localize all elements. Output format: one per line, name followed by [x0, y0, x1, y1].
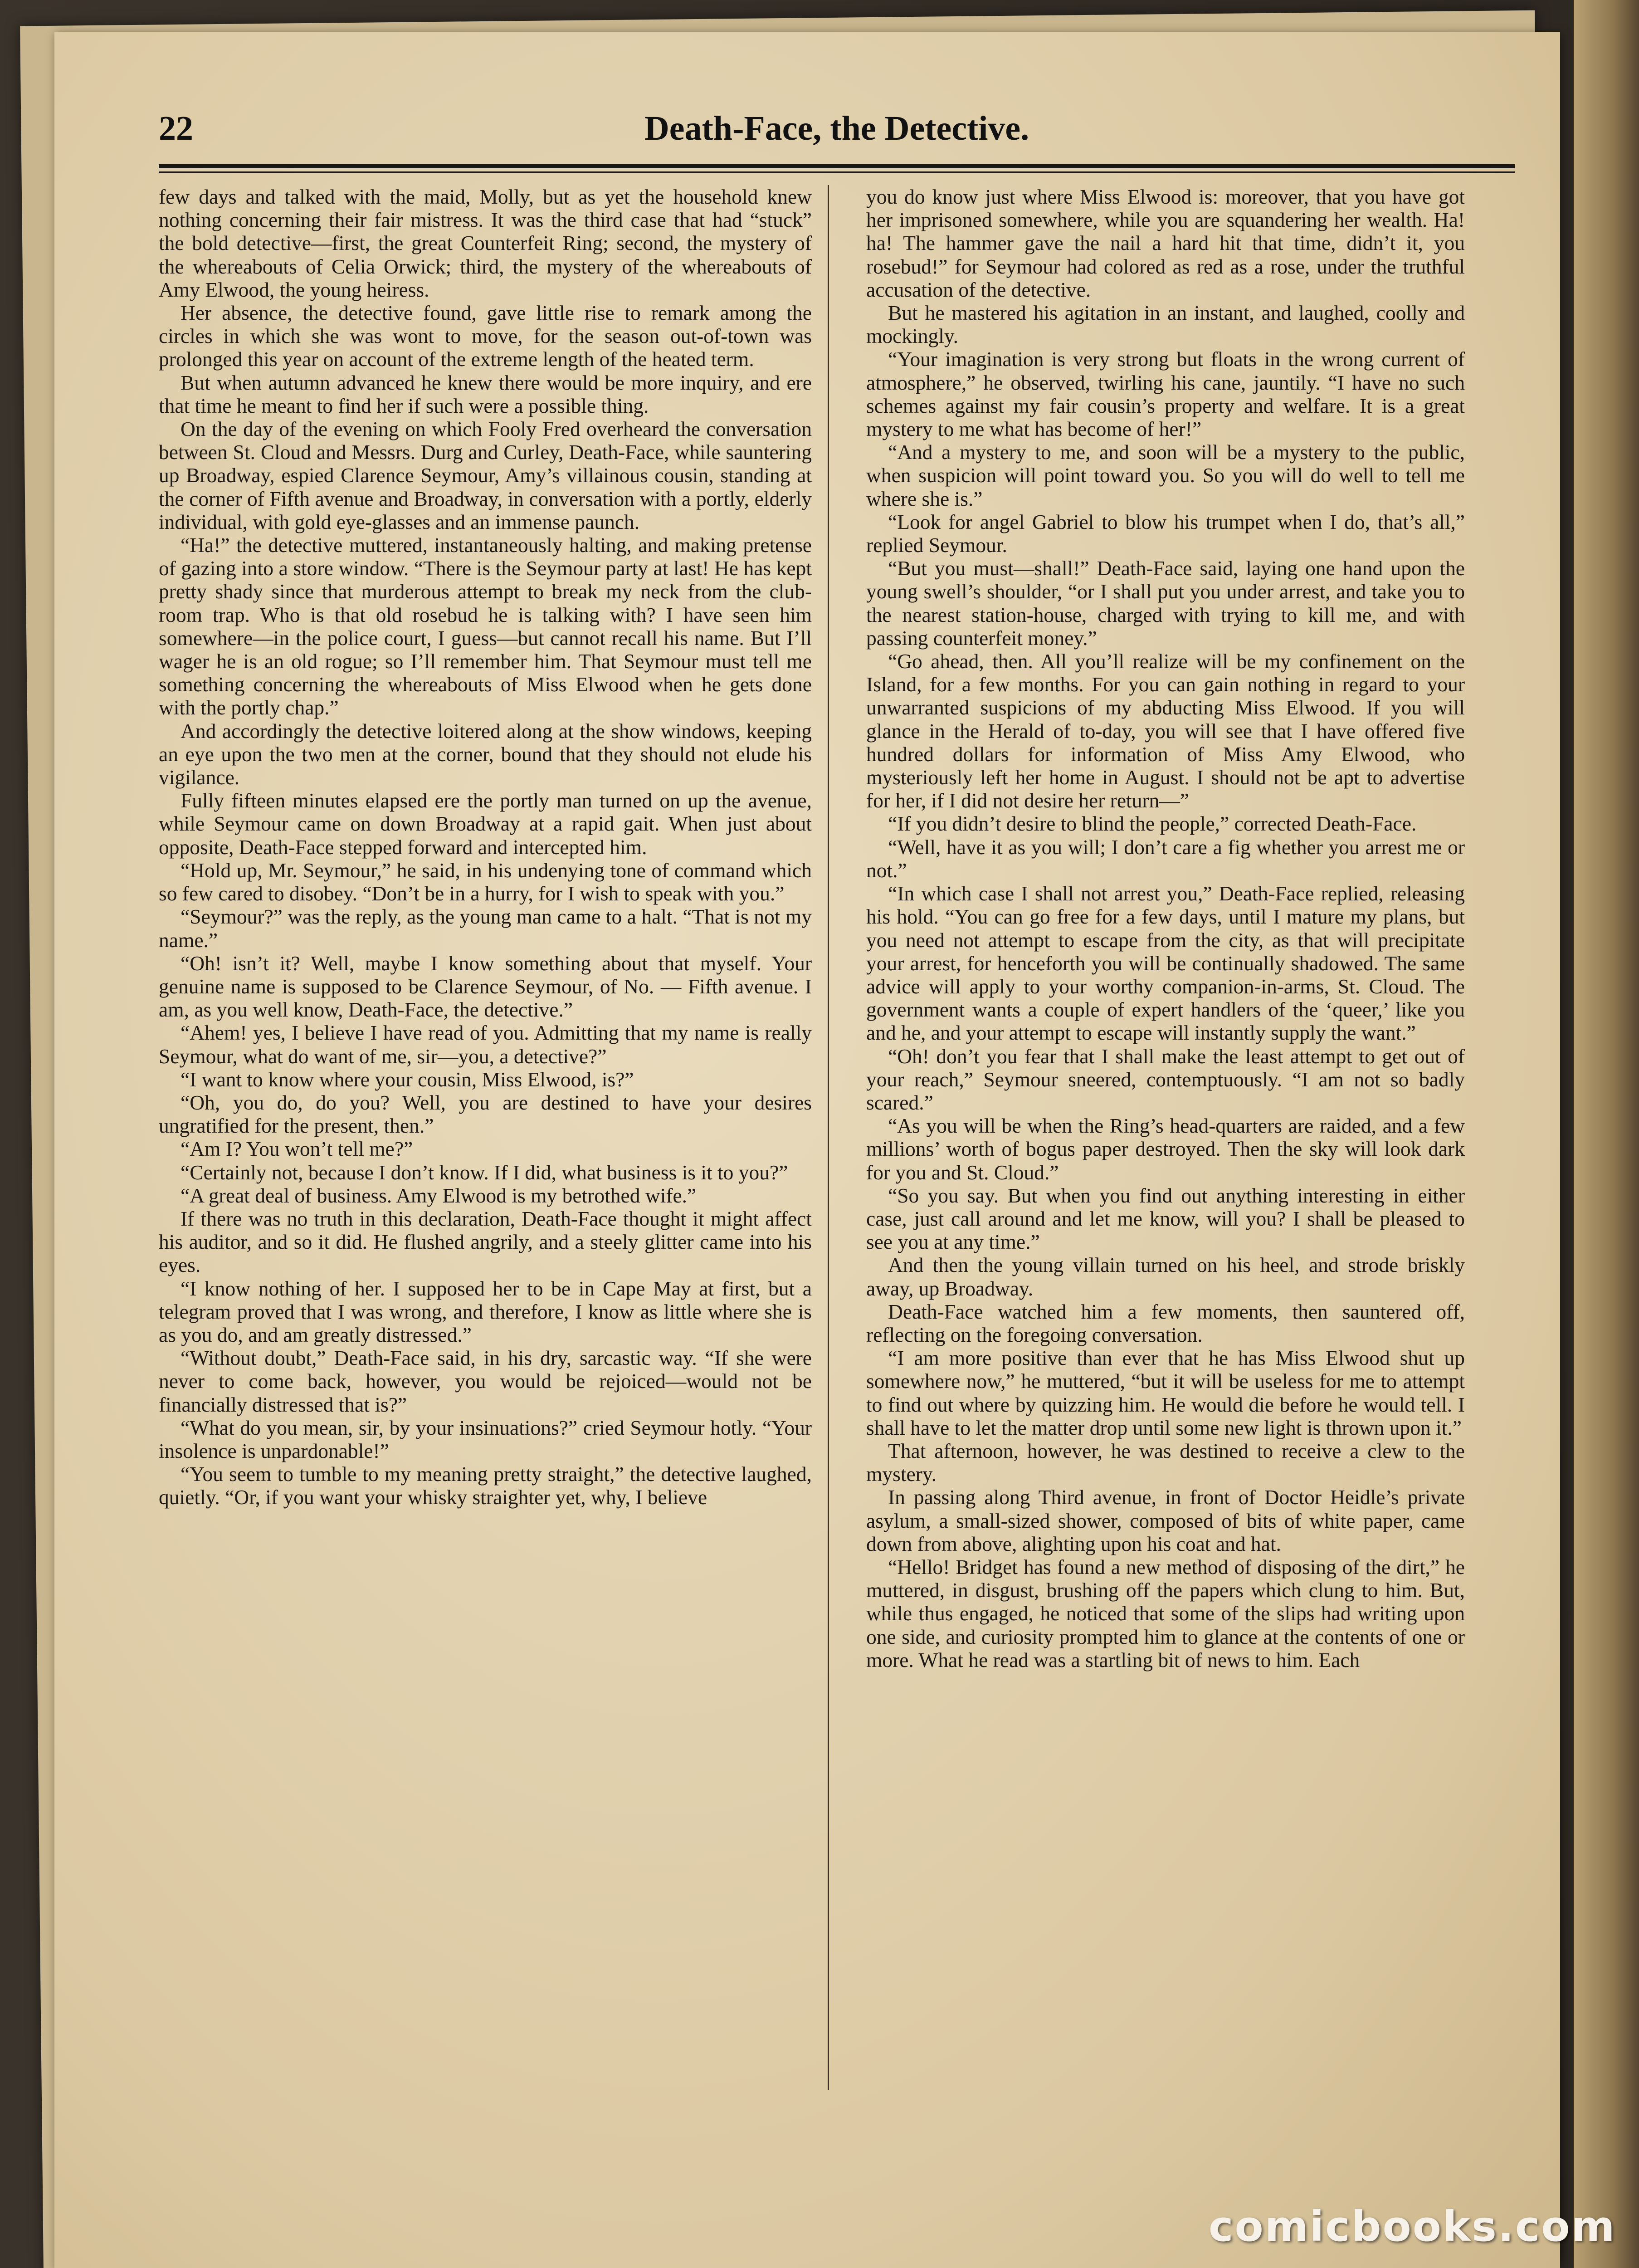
running-title: Death-Face, the Detective.	[644, 109, 1029, 147]
paragraph: “Am I? You won’t tell me?”	[180, 1137, 413, 1161]
paragraph: “If you didn’t desire to blind the people,” corrected Death-Face.	[888, 812, 1417, 836]
paragraph: “Without doubt,” Death-Face said, in his dry, sarcastic way. “If she were never to come back, however, you would be rejoiced—would not be financially distressed that is?”	[159, 1346, 812, 1416]
paragraph: “Hold up, Mr. Seymour,” he said, in his undenying tone of command which so few cared to disobey. “Don’t be in a hurry, for I wish to speak with you.”	[159, 858, 812, 905]
paragraph: “Oh, you do, do you? Well, you are destined to have your desires ungratified for the present, then.”	[159, 1090, 812, 1138]
header-rule	[159, 164, 1515, 168]
paragraph: “In which case I shall not arrest you,” Death-Face replied, releasing his hold. “You can go free for a few days, until I mature my plans, but you need not attempt to escape from the city, as that will precipitate your arrest, for henceforth you will be continually shadowed. The same advice will apply to your worthy companion-in-arms, St. Cloud. The government wants a couple of expert handlers of the ‘queer,’ like you and he, and your attempt to escape will instantly supply the want.”	[866, 882, 1465, 1045]
paragraph: Fully fifteen minutes elapsed ere the portly man turned on up the avenue, while Seymour came on down Broadway at a rapid gait. When just about opposite, Death-Face stepped forward and intercepted him.	[159, 789, 812, 859]
paragraph: “Look for angel Gabriel to blow his trumpet when I do, that’s all,” replied Seymour.	[866, 510, 1465, 557]
page-number: 22	[159, 109, 193, 147]
column-divider	[828, 185, 829, 2090]
text-column-left	[159, 185, 812, 2099]
paragraph: “You seem to tumble to my meaning pretty straight,” the detective laughed, quietly. “Or, if you want your whisky straighter yet, why, I believe	[159, 1462, 812, 1509]
paragraph: “I want to know where your cousin, Miss Elwood, is?”	[180, 1067, 634, 1091]
header-rule-thin	[159, 171, 1515, 173]
watermark: comicbooks.com	[1209, 2202, 1616, 2251]
paragraph: “Certainly not, because I don’t know. If I did, what business is it to you?”	[180, 1160, 788, 1184]
paragraph: And accordingly the detective loitered along at the show windows, keeping an eye upon the two men at the corner, bound that they should not elude his vigilance.	[159, 719, 812, 789]
paragraph: “Well, have it as you will; I don’t care a fig whether you arrest me or not.”	[866, 835, 1465, 882]
text-column-right	[866, 185, 1465, 2099]
paragraph: If there was no truth in this declaration, Death-Face thought it might affect his auditor, and so it did. He flushed angrily, and a steely glitter came into his eyes.	[159, 1207, 812, 1277]
paragraph: “Oh! isn’t it? Well, maybe I know something about that myself. Your genuine name is supposed to be Clarence Seymour, of No. — Fifth avenue. I am, as you well know, Death-Face, the detective.”	[159, 951, 812, 1022]
paragraph: That afternoon, however, he was destined to receive a clew to the mystery.	[866, 1439, 1465, 1486]
paragraph: “I am more positive than ever that he has Miss Elwood shut up somewhere now,” he muttered, “but it will be useless for me to attempt to find out where by quizzing him. He would die before he would tell. I shall have to let the matter drop until some new light is thrown upon it.”	[866, 1346, 1465, 1439]
paragraph: In passing along Third avenue, in front of Doctor Heidle’s private asylum, a small-sized shower, composed of bits of white paper, came down from above, alighting upon his coat and hat.	[866, 1486, 1465, 1555]
paragraph: But when autumn advanced he knew there would be more inquiry, and ere that time he meant to find her if such were a possible thing.	[159, 371, 812, 417]
adjacent-page-edge	[1574, 0, 1639, 2268]
paragraph: “Ahem! yes, I believe I have read of you. Admitting that my name is really Seymour, what do want of me, sir—you, a detective?”	[159, 1021, 812, 1068]
paragraph: On the day of the evening on which Fooly Fred overheard the conversation between St. Cloud and Messrs. Durg and Curley, Death-Face, while sauntering up Broadway, espied Clarence Seymour, Amy’s villainous cousin, standing at the corner of Fifth avenue and Broadway, in conversation with a portly, elderly individual, with gold eye-glasses and an immense paunch.	[159, 417, 812, 533]
paragraph: But he mastered his agitation in an instant, and laughed, coolly and mockingly.	[866, 301, 1465, 348]
paragraph: “So you say. But when you find out anything interesting in either case, just call around and let me know, will you? I shall be pleased to see you at any time.”	[866, 1183, 1465, 1254]
paragraph: “Go ahead, then. All you’ll realize will be my confinement on the Island, for a few months. For you can gain nothing in regard to your unwarranted suspicions of my abducting Miss Elwood. If you will glance in the Herald of to-day, you will see that I have offered five hundred dollars for information of Miss Amy Elwood, who mysteriously left her home in August. I should not be apt to advertise for her, if I did not desire her return—”	[866, 650, 1465, 812]
paragraph: “As you will be when the Ring’s head-quarters are raided, and a few millions’ worth of bogus paper destroyed. Then the sky will look dark for you and St. Cloud.”	[866, 1114, 1465, 1184]
paragraph: “A great deal of business. Amy Elwood is my betrothed wife.”	[180, 1183, 697, 1207]
page-header	[159, 109, 1515, 168]
paragraph: “And a mystery to me, and soon will be a mystery to the public, when suspicion will point toward you. So you will do well to tell me where she is.”	[866, 440, 1465, 510]
paragraph: And then the young villain turned on his heel, and strode briskly away, up Broadway.	[866, 1253, 1465, 1300]
paragraph: few days and talked with the maid, Molly, but as yet the household knew nothing concerning their fair mistress. It was the third case that had “stuck” the bold detective—first, the great Counterfeit Ring; second, the mystery of the whereabouts of Celia Orwick; third, the mystery of the whereabouts of Amy Elwood, the young heiress.	[159, 185, 812, 301]
paragraph: “I know nothing of her. I supposed her to be in Cape May at first, but a telegram proved that I was wrong, and therefore, I know as little where she is as you do, and am greatly distressed.”	[159, 1276, 812, 1346]
paragraph: “But you must—shall!” Death-Face said, laying one hand upon the young swell’s shoulder, “or I shall put you under arrest, and take you to the nearest station-house, charged with trying to kill me, and with passing counterfeit money.”	[866, 557, 1465, 650]
paragraph: “Oh! don’t you fear that I shall make the least attempt to get out of your reach,” Seymour sneered, contemptuously. “I am not so badly scared.”	[866, 1044, 1465, 1114]
paragraph: “Your imagination is very strong but floats in the wrong current of atmosphere,” he observed, twirling his cane, jauntily. “I have no such schemes against my fair cousin’s property and welfare. It is a great mystery to me what has become of her!”	[866, 347, 1465, 441]
paragraph: Her absence, the detective found, gave little rise to remark among the circles in which she was wont to move, for the season out-of-town was prolonged this year on account of the extreme length of the heated term.	[159, 301, 812, 371]
paragraph: “Seymour?” was the reply, as the young man came to a halt. “That is not my name.”	[159, 905, 812, 952]
paragraph: “Hello! Bridget has found a new method of disposing of the dirt,” he muttered, in disgust, brushing off the papers which clung to him. But, while thus engaged, he noticed that some of the slips had writing upon one side, and curiosity prompted him to glance at the contents of one or more. What he read was a startling bit of news to him. Each	[866, 1555, 1465, 1672]
paragraph: Death-Face watched him a few moments, then sauntered off, reflecting on the foregoing conversation.	[866, 1300, 1465, 1346]
paragraph: you do know just where Miss Elwood is: moreover, that you have got her imprisoned somewhere, while you are squandering her wealth. Ha! ha! The hammer gave the nail a hard hit that time, didn’t it, you rosebud!” for Seymour had colored as red as a rose, under the truthful accusation of the detective.	[866, 185, 1465, 301]
paragraph: “What do you mean, sir, by your insinuations?” cried Seymour hotly. “Your insolence is unpardonable!”	[159, 1416, 812, 1462]
paragraph: “Ha!” the detective muttered, instantaneously halting, and making pretense of gazing into a store window. “There is the Seymour party at last! He has kept pretty shady since that murderous attempt to break my neck from the club-room trap. Who is that old rosebud he is talking with? I have seen him somewhere—in the police court, I guess—but cannot recall his name. But I’ll wager he is an old rogue; so I’ll remember him. That Seymour must tell me something concerning the whereabouts of Miss Elwood when he gets done with the portly chap.”	[159, 533, 812, 719]
